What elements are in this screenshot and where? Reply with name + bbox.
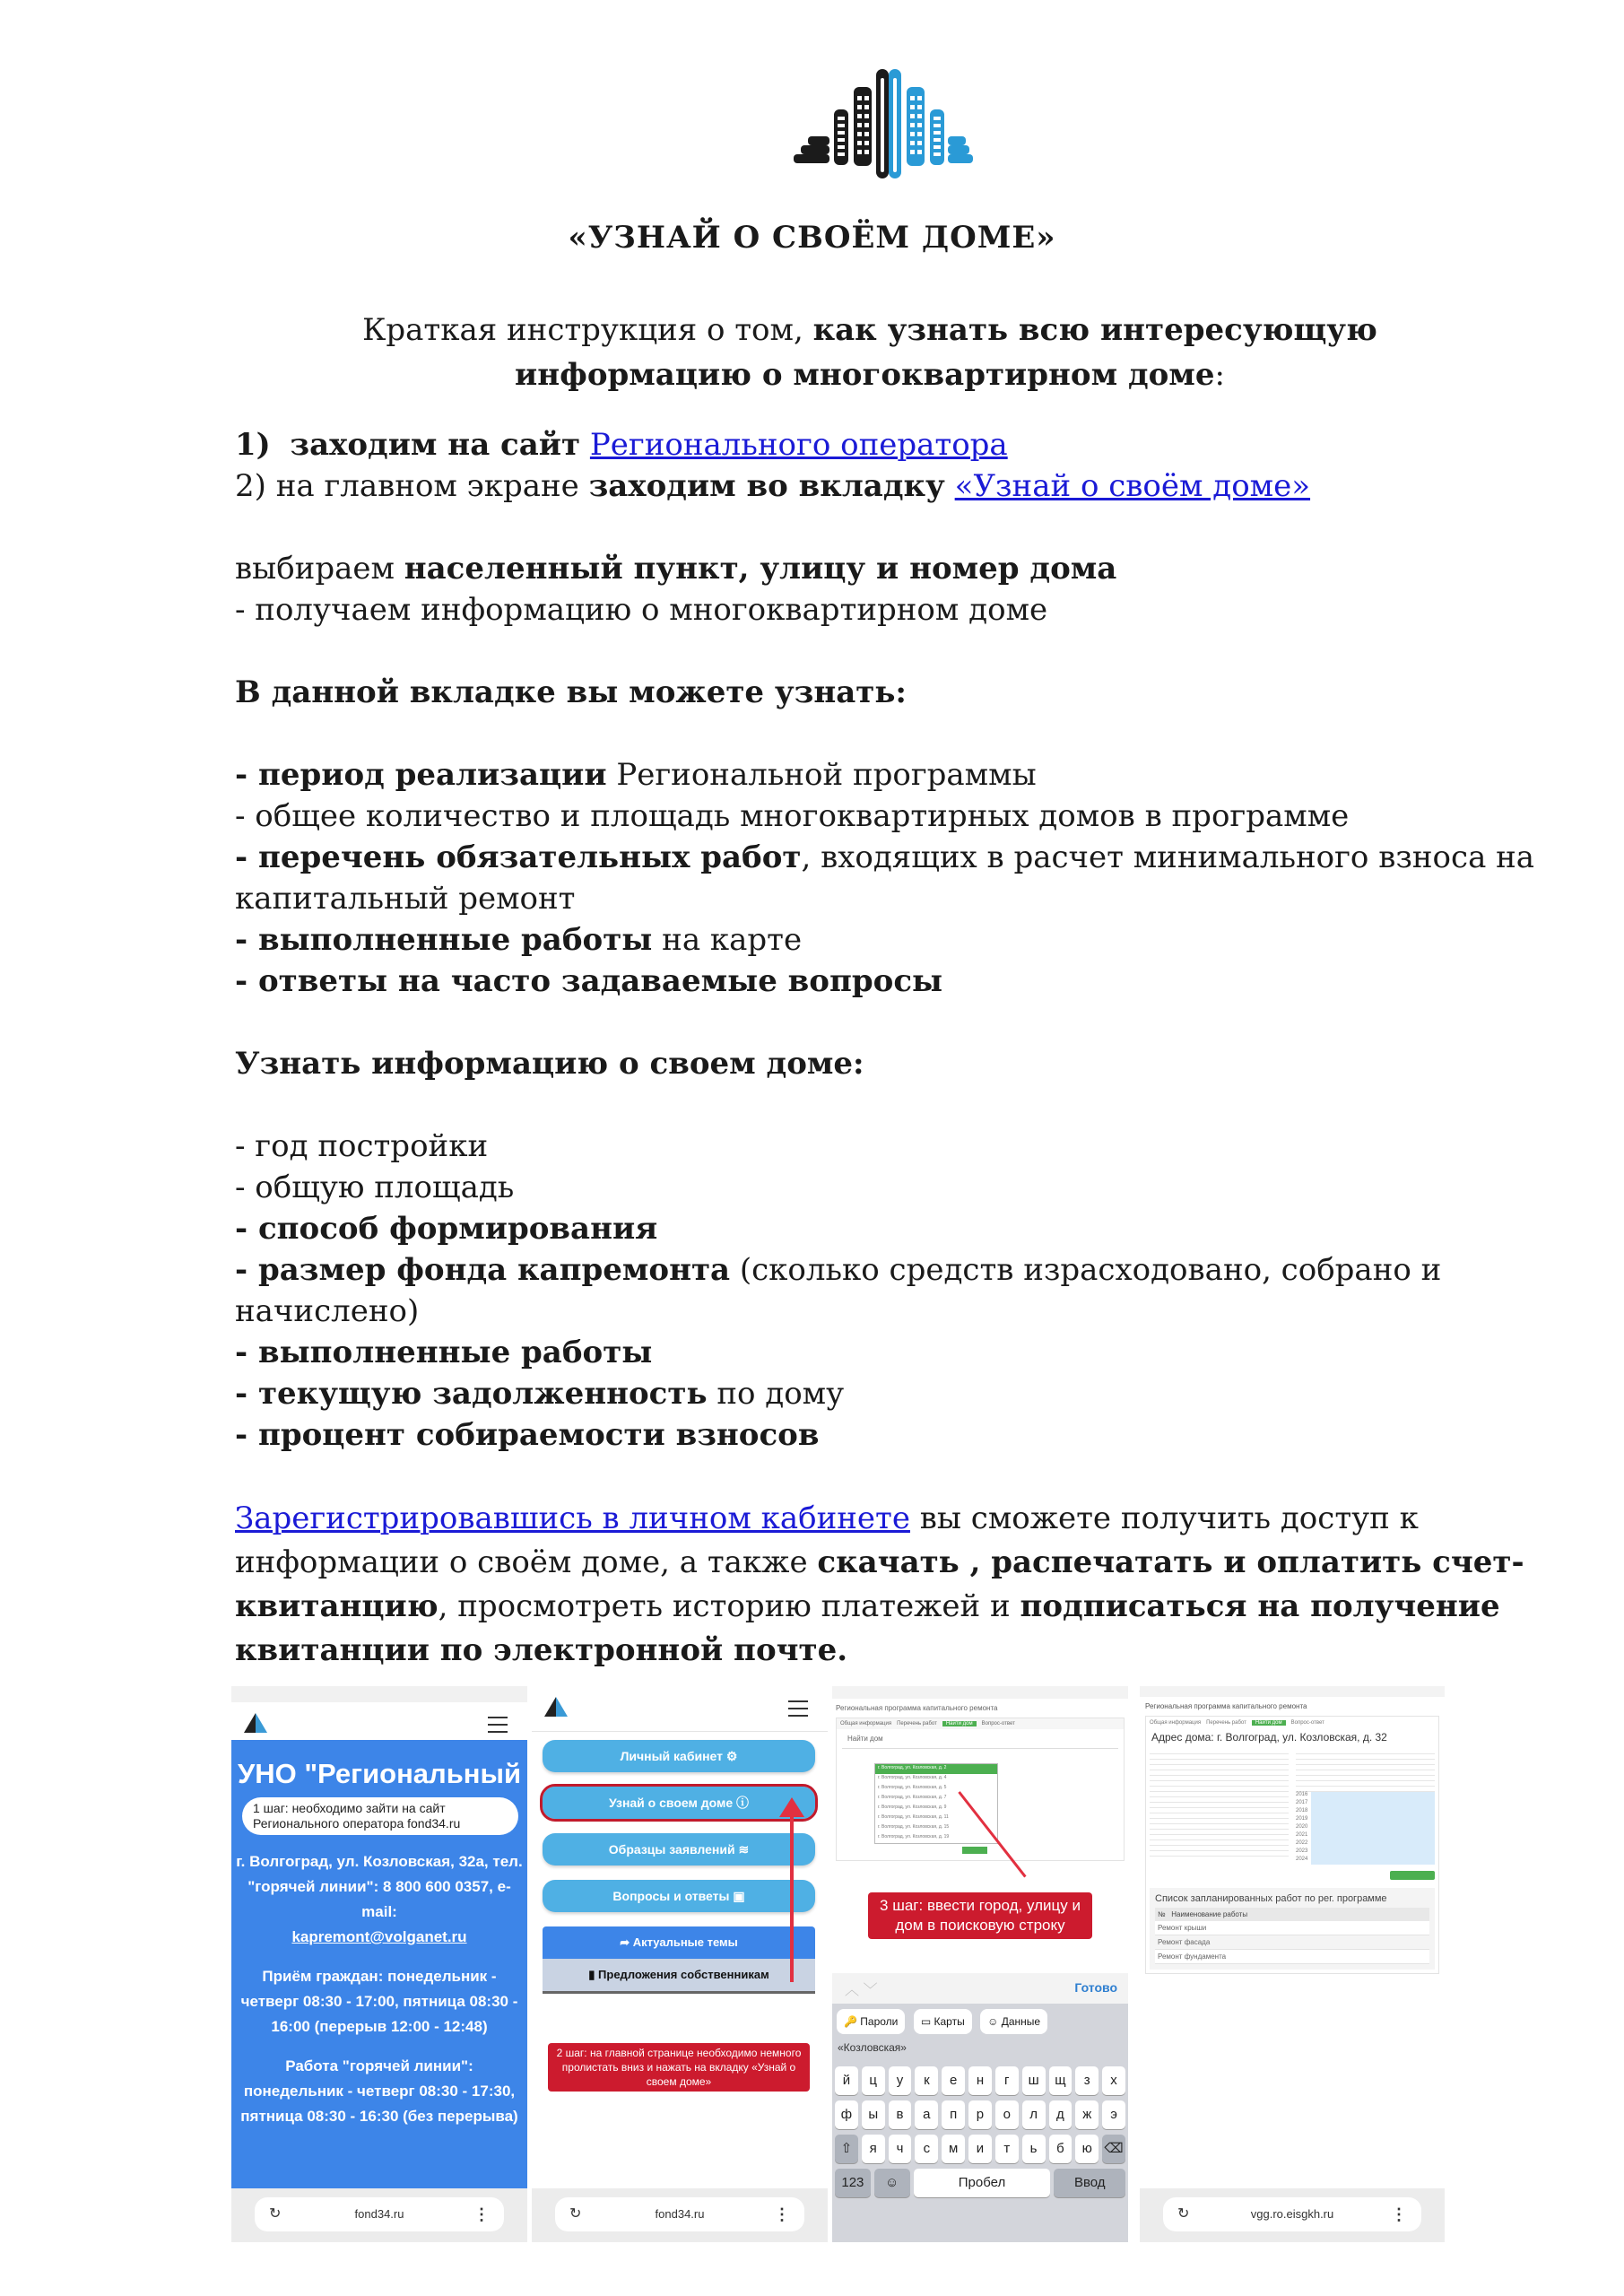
list-item <box>235 919 1544 961</box>
list-item <box>235 1208 1544 1249</box>
key-л[interactable]: л <box>1022 2100 1046 2129</box>
list-item-text: - общую площадь <box>235 1170 515 1205</box>
year-label: 2020 <box>1296 1824 1308 1830</box>
list-item-text: на карте <box>652 922 803 958</box>
key-т[interactable]: т <box>995 2135 1019 2163</box>
browser-url-bar[interactable] <box>532 2188 828 2242</box>
select-line <box>235 548 1544 589</box>
program-title: Региональная программа капитального ремонта <box>1145 1702 1307 1710</box>
personal-account-link[interactable]: Зарегистрировавшись в личном кабинете <box>235 1500 910 1536</box>
reload-icon[interactable]: ↻ <box>1177 2206 1190 2222</box>
intro-bold: как узнать всю интересующую информацию о многоквартирном доме <box>515 312 1377 393</box>
done-button[interactable]: Готово <box>1074 1980 1117 1995</box>
reload-icon[interactable]: ↻ <box>269 2206 282 2222</box>
list-item-bold: - выполненные работы <box>235 922 653 958</box>
key-в[interactable]: в <box>889 2100 912 2129</box>
tab-faq[interactable]: Вопрос-ответ <box>1290 1720 1324 1726</box>
instructions <box>235 424 1544 1673</box>
org-name: УНО "Региональный <box>237 1758 522 1789</box>
address-suggestion[interactable]: г. Волгоград, ул. Козловская, д. 4 <box>878 1775 947 1780</box>
org-address: г. Волгоград, ул. Козловская, 32а, тел. "горячей линии": 8 800 600 0357, e-mail: <box>236 1853 523 1920</box>
key-ж[interactable]: ж <box>1075 2100 1099 2129</box>
url-text: fond34.ru <box>655 2207 705 2221</box>
year-label: 2016 <box>1296 1792 1308 1797</box>
house-heading <box>235 1043 1544 1084</box>
keyboard <box>832 1973 1128 2242</box>
list-item <box>235 796 1544 837</box>
site-logo-icon <box>544 1697 568 1717</box>
address-suggestion[interactable]: г. Волгоград, ул. Козловская, д. 19 <box>878 1834 950 1839</box>
browser-url-bar[interactable] <box>231 2188 527 2242</box>
list-item-bold: - выполненные работы <box>235 1335 653 1370</box>
house-heading-text: Узнать информацию о своем доме: <box>235 1046 864 1082</box>
address-suggestion[interactable]: г. Волгоград, ул. Козловская, д. 7 <box>878 1795 947 1800</box>
key-э[interactable]: э <box>1102 2100 1125 2129</box>
key-ы[interactable]: ы <box>862 2100 885 2129</box>
arrow-head-icon <box>779 1797 804 1817</box>
find-house-button[interactable] <box>962 1847 987 1854</box>
chip-label: Карты <box>934 2015 965 2028</box>
register-bold-1: скачать , распечатать и оплатить счет-квитанцию <box>235 1544 1524 1624</box>
key-п[interactable]: п <box>942 2100 965 2129</box>
year-row <box>1296 1800 1435 1808</box>
key-й[interactable]: й <box>835 2066 858 2095</box>
step-2 <box>235 465 1544 507</box>
address-dropdown[interactable] <box>874 1763 998 1844</box>
reception-hours: Приём граждан: понедельник - четверг 08:30 - 17:00, пятница 08:30 - 16:00 (перерыв 12:00 - 12:48) <box>240 1968 518 2035</box>
year-row <box>1296 1824 1435 1832</box>
key-м[interactable]: м <box>942 2135 965 2163</box>
planned-works-heading: Список запланированных работ по рег. программе <box>1155 1893 1387 1904</box>
step-1-callout: 1 шаг: необходимо зайти на сайт Регионального оператора fond34.ru <box>242 1797 518 1835</box>
step-3-callout: 3 шаг: ввести город, улицу и дом в поисковую строку <box>868 1892 1092 1939</box>
list-item-bold: - размер фонда капремонта <box>235 1252 731 1288</box>
address-suggestion[interactable]: г. Волгоград, ул. Козловская, д. 9 <box>878 1805 947 1810</box>
year-label: 2023 <box>1296 1848 1308 1854</box>
quarter-links[interactable] <box>1311 1816 1435 1824</box>
house-details <box>1150 1749 1289 1857</box>
house-list <box>235 1126 1544 1456</box>
list-item-bold: - процент собираемости взносов <box>235 1417 820 1453</box>
key-ц[interactable]: ц <box>862 2066 885 2095</box>
key-г[interactable]: г <box>995 2066 1019 2095</box>
address-suggestion[interactable]: г. Волгоград, ул. Козловская, д. 2 <box>875 1764 997 1774</box>
tab-find-house[interactable]: Найти дом <box>1252 1720 1286 1726</box>
key-о[interactable]: о <box>995 2100 1019 2129</box>
site-logo-icon <box>244 1713 267 1733</box>
tab-heading <box>235 672 1544 713</box>
year-row <box>1296 1792 1435 1800</box>
quarter-links[interactable] <box>1311 1808 1435 1816</box>
result-line: - получаем информацию о многоквартирном доме <box>235 592 1048 628</box>
quarter-links[interactable] <box>1311 1840 1435 1848</box>
key-ф[interactable]: ф <box>835 2100 858 2129</box>
list-item <box>235 1126 1544 1167</box>
reload-icon[interactable]: ↻ <box>569 2206 582 2222</box>
screenshot-house-search <box>832 1686 1128 2242</box>
year-row <box>1296 1840 1435 1848</box>
list-item-text: (сколько средств израсходовано, собрано и начислено) <box>235 1252 1442 1329</box>
year-row <box>1296 1808 1435 1816</box>
quarter-links[interactable] <box>1311 1848 1435 1857</box>
disclosure-links <box>1296 1749 1435 1865</box>
work-name: Ремонт крыши <box>1158 1924 1207 1932</box>
page-title: «УЗНАЙ О СВОЁМ ДОМЕ» <box>568 220 1056 256</box>
space-key[interactable]: Пробел <box>914 2169 1051 2197</box>
register-paragraph <box>235 1497 1544 1673</box>
list-item-text: - год постройки <box>235 1128 489 1164</box>
house-address: Адрес дома: г. Волгоград, ул. Козловская, д. 32 <box>1151 1731 1387 1744</box>
numbers-key[interactable]: 123 <box>835 2169 871 2197</box>
register-text-2: , просмотреть историю платежей и <box>438 1588 1020 1624</box>
list-item <box>235 754 1544 796</box>
list-item <box>235 1414 1544 1456</box>
step-number: 2) <box>235 468 266 504</box>
address-suggestion[interactable]: г. Волгоград, ул. Козловская, д. 11 <box>878 1814 949 1820</box>
list-item-text: по дому <box>707 1376 845 1412</box>
cards-chip[interactable]: ▭ Карты <box>914 2009 972 2034</box>
application-samples-button[interactable]: Образцы заявлений ≋ <box>543 1833 815 1866</box>
key-ш[interactable]: ш <box>1022 2066 1046 2095</box>
key-е[interactable]: е <box>942 2066 965 2095</box>
list-item-bold: - перечень обязательных работ <box>235 839 802 875</box>
work-name: Ремонт фасада <box>1158 1938 1211 1946</box>
key-⇧[interactable]: ⇧ <box>835 2135 858 2163</box>
enter-key[interactable]: Ввод <box>1054 2169 1125 2197</box>
screenshot-house-info: Региональная программа капитального ремонта Общая информация Перечень работ Найти дом Вопрос-ответ Адрес дома: г. Волгоград, ул. Козловская, д. 32 2016 2017 2018 2019 2020 2021 2022 2023 2024 Список запланированных работ по рег. программе № Наименование работы Ремонт крыши Ремонт фасада Ремонт фундамента ↻ vgg.ro.eisgkh.ru ⋮ <box>1140 1686 1445 2242</box>
list-item-text: - общее количество и площадь многоквартирных домов в программе <box>235 798 1350 834</box>
tab-work-list[interactable]: Перечень работ <box>1206 1720 1246 1726</box>
org-email[interactable]: kapremont@volganet.ru <box>291 1928 467 1945</box>
col-work-name: Наименование работы <box>1171 1910 1248 1918</box>
quarter-links[interactable] <box>1311 1792 1435 1800</box>
key-х[interactable]: х <box>1102 2066 1125 2095</box>
year-label: 2017 <box>1296 1800 1308 1805</box>
list-item-bold: - способ формирования <box>235 1211 658 1247</box>
search-page <box>832 1686 1128 1955</box>
menu-icon[interactable] <box>488 1717 508 1733</box>
year-row <box>1296 1832 1435 1840</box>
intro-suffix: : <box>1214 357 1225 393</box>
personal-account-button[interactable]: Личный кабинет ⚙ <box>543 1740 815 1772</box>
know-your-house-link[interactable]: «Узнай о своём доме» <box>954 468 1311 504</box>
list-item <box>235 1167 1544 1208</box>
url-text: fond34.ru <box>354 2207 404 2221</box>
key-а[interactable]: а <box>915 2100 938 2129</box>
register-bold-2: подписаться на получение квитанции по электронной почте. <box>235 1588 1500 1668</box>
list-item-bold: - период реализации <box>235 757 607 793</box>
year-label: 2021 <box>1296 1832 1308 1838</box>
year-label: 2022 <box>1296 1840 1308 1846</box>
owner-proposals-button[interactable]: ▮ Предложения собственникам <box>543 1959 815 1994</box>
download-button[interactable] <box>1390 1871 1435 1880</box>
keyboard-row <box>832 2135 1128 2163</box>
work-row <box>1155 1921 1429 1935</box>
list-item <box>235 1373 1544 1414</box>
list-item <box>235 1332 1544 1373</box>
select-bold: населенный пункт, улицу и номер дома <box>404 551 1117 587</box>
chip-label: Пароли <box>860 2015 899 2028</box>
tabs <box>837 1718 1124 1729</box>
key-б[interactable]: б <box>1049 2135 1073 2163</box>
list-item <box>235 961 1544 1002</box>
program-title: Региональная программа капитального ремонта <box>836 1704 998 1712</box>
key-и[interactable]: и <box>968 2135 992 2163</box>
screenshot-fond34-home <box>231 1686 527 2242</box>
tab-faq[interactable]: Вопрос-ответ <box>981 1721 1015 1726</box>
year-label: 2024 <box>1296 1857 1308 1862</box>
list-item <box>235 837 1544 919</box>
key-ю[interactable]: ю <box>1075 2135 1099 2163</box>
current-topics-button[interactable]: ➦ Актуальные темы <box>543 1926 815 1959</box>
work-name: Ремонт фундамента <box>1158 1952 1227 1961</box>
key-щ[interactable]: щ <box>1049 2066 1073 2095</box>
key-⌫[interactable]: ⌫ <box>1102 2135 1125 2163</box>
list-item-bold: - ответы на часто задаваемые вопросы <box>235 963 943 999</box>
more-icon[interactable]: ⋮ <box>774 2205 790 2223</box>
year-row <box>1296 1848 1435 1857</box>
select-plain: выбираем <box>235 551 395 587</box>
list-item-bold: - текущую задолженность <box>235 1376 708 1412</box>
quarter-links[interactable] <box>1311 1824 1435 1832</box>
keyboard-row <box>832 2066 1128 2095</box>
autocomplete-suggestion[interactable]: «Козловская» <box>838 2041 907 2054</box>
step-bold: заходим во вкладку <box>588 468 945 504</box>
more-icon[interactable]: ⋮ <box>1391 2205 1407 2223</box>
emoji-key[interactable]: ☺ <box>874 2169 910 2197</box>
address-suggestion[interactable]: г. Волгоград, ул. Козловская, д. 15 <box>878 1824 950 1830</box>
quarter-links[interactable] <box>1311 1857 1435 1865</box>
key-д[interactable]: д <box>1049 2100 1073 2129</box>
address-suggestion[interactable]: г. Волгоград, ул. Козловская, д. 5 <box>878 1785 947 1790</box>
intro-prefix: Краткая инструкция о том, <box>362 312 813 348</box>
faq-button[interactable]: Вопросы и ответы ▣ <box>543 1880 815 1912</box>
arrow-icon <box>790 1803 794 1982</box>
year-label: 2019 <box>1296 1816 1308 1822</box>
hotline-hours: Работа "горячей линии": понедельник - четверг 08:30 - 17:30, пятница 08:30 - 16:30 (без перерыва) <box>240 2057 518 2125</box>
key-н[interactable]: н <box>968 2066 992 2095</box>
passwords-chip[interactable]: 🔑 Пароли <box>837 2009 905 2034</box>
screenshot-fond34-menu <box>532 1686 828 2242</box>
key-с[interactable]: с <box>915 2135 938 2163</box>
chevron-icons[interactable]: ︿ ﹀ <box>845 1983 878 1998</box>
tab-heading-text: В данной вкладке вы можете узнать: <box>235 674 907 710</box>
url-text: vgg.ro.eisgkh.ru <box>1250 2207 1334 2221</box>
tab-general-info[interactable]: Общая информация <box>1150 1720 1202 1726</box>
list-item <box>235 1249 1544 1332</box>
key-р[interactable]: р <box>968 2100 992 2129</box>
intro-text <box>296 308 1444 397</box>
key-ь[interactable]: ь <box>1022 2135 1046 2163</box>
year-row <box>1296 1857 1435 1865</box>
site-banner <box>231 1740 527 2191</box>
browser-url-bar[interactable] <box>1140 2188 1445 2242</box>
know-your-house-button[interactable]: Узнай о своем доме ⓘ <box>543 1787 815 1819</box>
step-text: заходим на сайт <box>290 427 581 463</box>
step-text: на главном экране <box>275 468 579 504</box>
year-row <box>1296 1816 1435 1824</box>
tab-general-info[interactable]: Общая информация <box>840 1721 892 1726</box>
menu-icon[interactable] <box>788 1700 808 1717</box>
logo-icon <box>785 65 973 181</box>
tab-work-list[interactable]: Перечень работ <box>897 1721 937 1726</box>
more-icon[interactable]: ⋮ <box>473 2205 490 2223</box>
key-з[interactable]: з <box>1075 2066 1099 2095</box>
list-item-text: Региональной программы <box>606 757 1037 793</box>
step-1 <box>235 424 1544 465</box>
register-text-1: вы сможете получить доступ к информации о своём доме, а также <box>235 1500 1419 1580</box>
step-2-callout: 2 шаг: на главной странице необходимо немного пролистать вниз и нажать на вкладку «Узнай о своем доме» <box>548 2043 810 2092</box>
regional-operator-link[interactable]: Регионального оператора <box>589 427 1008 463</box>
chip-label: Данные <box>1001 2015 1041 2028</box>
work-row <box>1155 1935 1429 1950</box>
key-к[interactable]: к <box>915 2066 938 2095</box>
year-label: 2018 <box>1296 1808 1308 1813</box>
tab-list <box>235 754 1544 1002</box>
step-number: 1) <box>235 427 271 463</box>
tab-find-house[interactable]: Найти дом <box>942 1721 977 1726</box>
list-item-text: , входящих в расчет минимального взноса на капитальный ремонт <box>235 839 1535 917</box>
keyboard-row <box>832 2100 1128 2129</box>
quarter-links[interactable] <box>1311 1800 1435 1808</box>
contacts-chip[interactable]: ☺ Данные <box>980 2009 1047 2034</box>
work-row <box>1155 1950 1429 1964</box>
key-у[interactable]: у <box>889 2066 912 2095</box>
find-house-heading: Найти дом <box>842 1729 1118 1749</box>
key-я[interactable]: я <box>862 2135 885 2163</box>
quarter-links[interactable] <box>1311 1832 1435 1840</box>
key-ч[interactable]: ч <box>889 2135 912 2163</box>
